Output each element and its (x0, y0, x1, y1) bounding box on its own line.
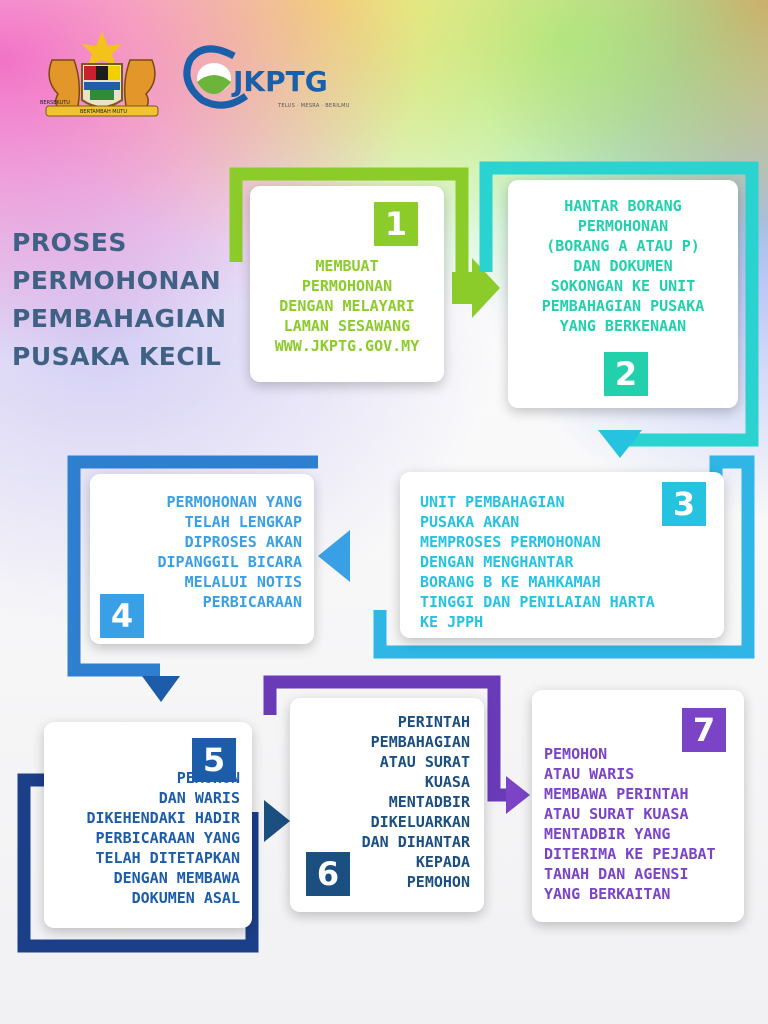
step-3-number: 3 (662, 482, 706, 526)
step-4-number: 4 (100, 594, 144, 638)
step-1-text: MEMBUAT PERMOHONAN DENGAN MELAYARI LAMAN SESAWANG WWW.JKPTG.GOV.MY (274, 257, 420, 355)
malaysia-crest (38, 30, 166, 118)
step-6-number: 6 (306, 852, 350, 896)
jkptg-wordmark: JKPTG (233, 65, 328, 98)
step-5-card (44, 722, 252, 928)
step-4-card (90, 474, 314, 644)
step-3-text: UNIT PEMBAHAGIAN PUSAKA AKAN MEMPROSES PERMOHONAN DENGAN MENGHANTAR BORANG B KE MAHKAMAH TINGGI DAN PENILAIAN HARTA KE JPPH (420, 493, 655, 631)
step-2-number: 2 (604, 352, 648, 396)
step-7-text: PEMOHON ATAU WARIS MEMBAWA PERINTAH ATAU SURAT KUASA MENTADBIR YANG DITERIMA KE PEJABAT TANAH DAN AGENSI YANG BERKAITAN (544, 745, 716, 903)
arrow-4-5 (142, 676, 180, 702)
page-title: PROSES PERMOHONAN PEMBAHAGIAN PUSAKA KECIL (12, 228, 227, 371)
step-2-card (508, 180, 738, 408)
arrow-5-6 (264, 800, 290, 842)
arrow-6-7 (506, 776, 530, 814)
crest-motto-bottom: BERTAMBAH MUTU (80, 109, 127, 115)
step-3-card (400, 472, 724, 638)
step-5-text: PEMOHON DAN WARIS DIKEHENDAKI HADIR PERBICARAAN YANG TELAH DITETAPKAN DENGAN MEMBAWA DOKUMEN ASAL (86, 769, 240, 907)
step-4-text: PERMOHONAN YANG TELAH LENGKAP DIPROSES AKAN DIPANGGIL BICARA MELALUI NOTIS PERBICARAAN (157, 493, 302, 611)
jkptg-tagline: TELUS · MESRA · BERILMU (278, 103, 350, 109)
step-7-card (532, 690, 744, 922)
arrow-3-4 (318, 530, 350, 582)
step-1-card (250, 186, 444, 382)
step-6-card (290, 698, 484, 912)
step-5-number: 5 (192, 738, 236, 782)
step-7-number: 7 (682, 708, 726, 752)
step-1-number: 1 (374, 202, 418, 246)
step-2-text: HANTAR BORANG PERMOHONAN (BORANG A ATAU P) DAN DOKUMEN SOKONGAN KE UNIT PEMBAHAGIAN PUSAKA YANG BERKENAAN (541, 197, 705, 335)
crest-motto-left: BERSEKUTU (40, 100, 70, 106)
step-6-text: PERINTAH PEMBAHAGIAN ATAU SURAT KUASA MENTADBIR DIKELUARKAN DAN DIHANTAR KEPADA PEMOHON (361, 713, 470, 891)
